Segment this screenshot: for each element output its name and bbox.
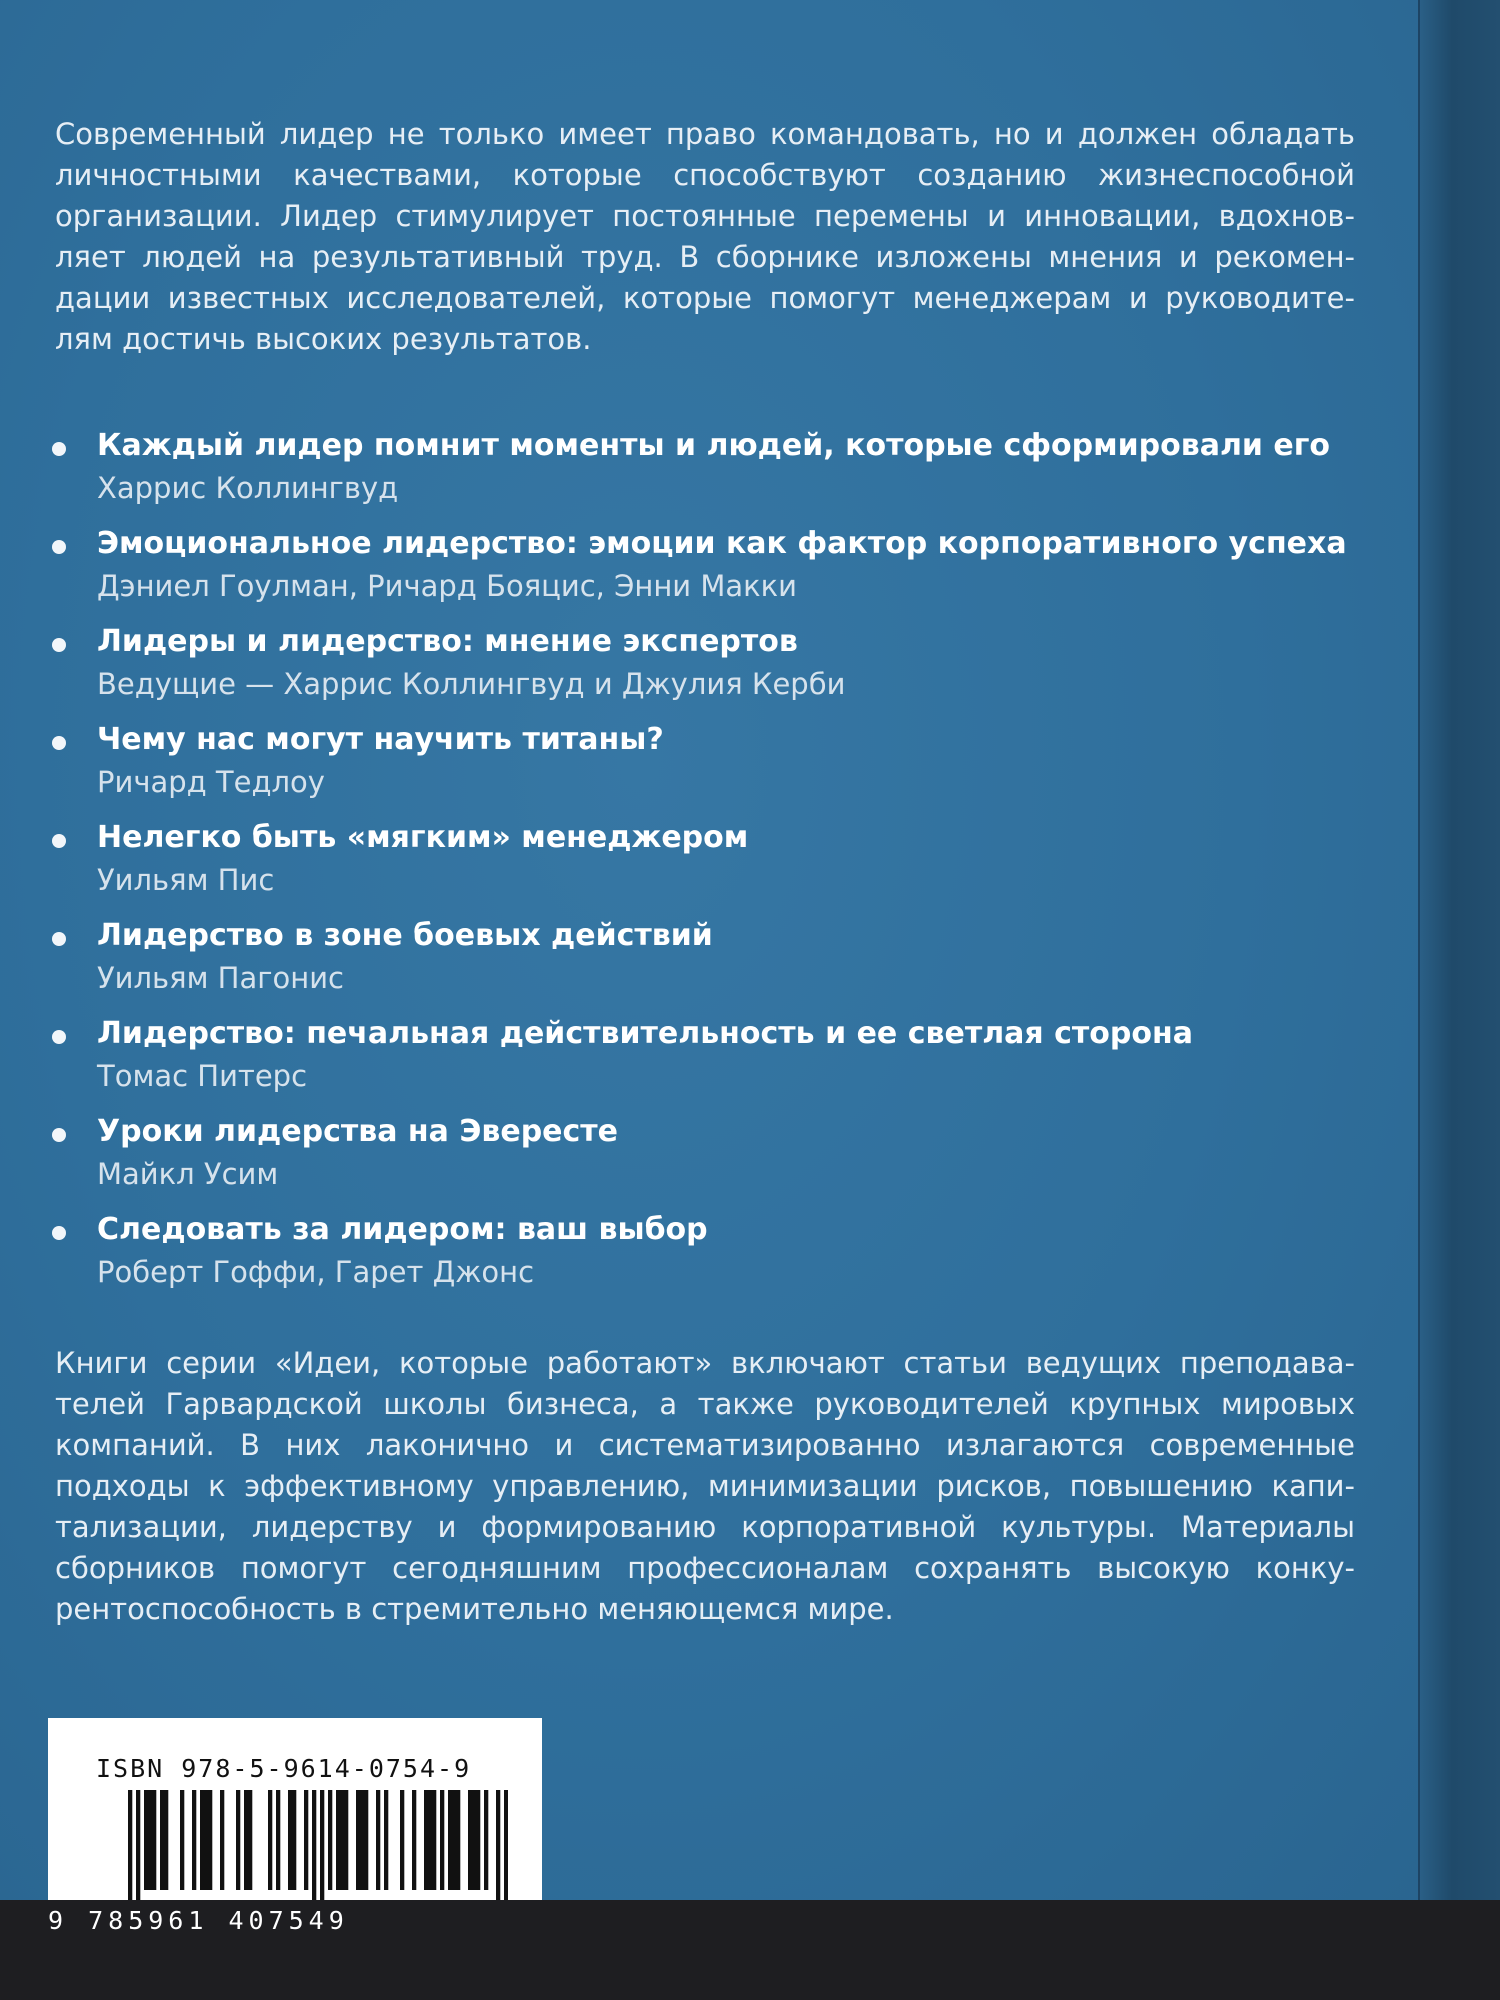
article-authors: Уильям Пагонис — [97, 961, 344, 995]
barcode-bar — [268, 1790, 272, 1890]
series-line: тализации, лидерству и формированию корпоративной культуры. Материалы — [55, 1510, 1355, 1544]
barcode-bar — [200, 1790, 204, 1890]
intro-line: дации известных исследователей, которые помогут менеджерам и руководите- — [55, 281, 1355, 315]
article-authors: Ведущие — Харрис Коллингвуд и Джулия Керби — [97, 667, 846, 701]
intro-line: лям достичь высоких результатов. — [55, 322, 592, 356]
barcode-bar — [208, 1790, 212, 1890]
article-item — [52, 915, 1392, 1013]
barcode-bar — [128, 1790, 132, 1900]
barcode-bar — [320, 1790, 324, 1900]
isbn-barcode — [48, 1718, 542, 1900]
barcode-bar — [304, 1790, 308, 1890]
article-item — [52, 719, 1392, 817]
isbn-label: ISBN 978-5-9614-0754-9 — [96, 1754, 472, 1783]
barcode-bar — [360, 1790, 364, 1890]
bullet-icon — [52, 1030, 66, 1044]
barcode-bar — [244, 1790, 248, 1890]
series-line: телей Гарвардской школы бизнеса, а также руководителей крупных мировых — [55, 1387, 1355, 1421]
barcode-bar — [312, 1790, 316, 1900]
bullet-icon — [52, 1128, 66, 1142]
series-line: компаний. В них лаконично и систематизированно излагаются современные — [55, 1428, 1355, 1462]
bullet-icon — [52, 540, 66, 554]
article-authors: Роберт Гоффи, Гарет Джонс — [97, 1255, 535, 1289]
article-title: Лидерство: печальная действительность и ее светлая сторона — [97, 1016, 1193, 1051]
bullet-icon — [52, 1226, 66, 1240]
barcode-bar — [364, 1790, 368, 1890]
series-paragraph — [55, 1343, 1355, 1630]
barcode-bar — [276, 1790, 280, 1890]
bullet-icon — [52, 442, 66, 456]
barcode-bar — [424, 1790, 428, 1890]
article-item — [52, 621, 1392, 719]
article-title: Чему нас могут научить титаны? — [97, 722, 664, 757]
article-title: Нелегко быть «мягким» менеджером — [97, 820, 749, 855]
barcode-bar — [472, 1790, 476, 1890]
article-title: Каждый лидер помнит моменты и людей, которые сформировали его — [97, 428, 1331, 463]
article-title: Следовать за лидером: ваш выбор — [97, 1212, 708, 1247]
barcode-bar — [440, 1790, 444, 1890]
barcode-bar — [192, 1790, 196, 1890]
barcode-bar — [356, 1790, 360, 1890]
series-line: Книги серии «Идеи, которые работают» включают статьи ведущих преподава- — [55, 1346, 1355, 1380]
barcode-bar — [248, 1790, 252, 1890]
barcode-bar — [336, 1790, 340, 1890]
barcode-bar — [144, 1790, 148, 1890]
barcode-bar — [476, 1790, 480, 1890]
barcode-bar — [452, 1790, 456, 1890]
barcode-bar — [344, 1790, 348, 1890]
intro-line: ляет людей на результативный труд. В сборнике изложены мнения и рекомен- — [55, 240, 1355, 274]
article-authors: Дэниел Гоулман, Ричард Бояцис, Энни Макки — [97, 569, 798, 603]
barcode-bar — [496, 1790, 500, 1900]
article-item — [52, 523, 1392, 621]
article-list — [52, 425, 1392, 1307]
barcode-bar — [180, 1790, 184, 1890]
barcode-bar — [292, 1790, 296, 1890]
series-line: рентоспособность в стремительно меняющемся мире. — [55, 1592, 894, 1626]
article-title: Лидеры и лидерство: мнение экспертов — [97, 624, 798, 659]
barcode-bars — [128, 1790, 508, 1900]
bullet-icon — [52, 638, 66, 652]
series-line: подходы к эффективному управлению, минимизации рисков, повышению капи- — [55, 1469, 1355, 1503]
article-authors: Томас Питерс — [97, 1059, 308, 1093]
barcode-bar — [504, 1790, 508, 1900]
barcode-bar — [220, 1790, 224, 1890]
barcode-bar — [376, 1790, 380, 1890]
article-authors: Майкл Усим — [97, 1157, 279, 1191]
barcode-bar — [400, 1790, 404, 1890]
barcode-bar — [432, 1790, 436, 1890]
barcode-bar — [428, 1790, 432, 1890]
intro-line: Современный лидер не только имеет право командовать, но и должен обладать — [55, 117, 1355, 151]
article-item — [52, 1111, 1392, 1209]
barcode-bar — [204, 1790, 208, 1890]
barcode-bar — [484, 1790, 488, 1890]
bullet-icon — [52, 932, 66, 946]
bullet-icon — [52, 834, 66, 848]
article-title: Эмоциональное лидерство: эмоции как фактор корпоративного успеха — [97, 526, 1347, 561]
barcode-bar — [468, 1790, 472, 1890]
intro-line: личностными качествами, которые способствуют созданию жизнеспособной — [55, 158, 1355, 192]
article-item — [52, 425, 1392, 523]
barcode-bar — [328, 1790, 332, 1890]
barcode-bar — [448, 1790, 452, 1890]
article-item — [52, 1013, 1392, 1111]
barcode-bar — [456, 1790, 460, 1890]
intro-paragraph — [55, 114, 1355, 360]
article-authors: Харрис Коллингвуд — [97, 471, 399, 505]
barcode-bar — [236, 1790, 240, 1890]
article-item — [52, 1209, 1392, 1307]
barcode-bar — [160, 1790, 164, 1890]
bullet-icon — [52, 736, 66, 750]
intro-line: организации. Лидер стимулирует постоянные перемены и инновации, вдохнов- — [55, 199, 1355, 233]
article-title: Лидерство в зоне боевых действий — [97, 918, 713, 953]
article-authors: Уильям Пис — [97, 863, 275, 897]
barcode-bar — [152, 1790, 156, 1890]
ean-digits: 9 785961 407549 — [48, 1906, 349, 1935]
barcode-bar — [288, 1790, 292, 1890]
article-item — [52, 817, 1392, 915]
barcode-bar — [164, 1790, 168, 1890]
barcode-bar — [384, 1790, 388, 1890]
barcode-bar — [340, 1790, 344, 1890]
barcode-bar — [148, 1790, 152, 1890]
article-authors: Ричард Тедлоу — [97, 765, 325, 799]
series-line: сборников помогут сегодняшним профессионалам сохранять высокую конку- — [55, 1551, 1355, 1585]
book-spine — [1420, 0, 1500, 1900]
barcode-bar — [136, 1790, 140, 1900]
article-title: Уроки лидерства на Эвересте — [97, 1114, 619, 1149]
barcode-bar — [412, 1790, 416, 1890]
